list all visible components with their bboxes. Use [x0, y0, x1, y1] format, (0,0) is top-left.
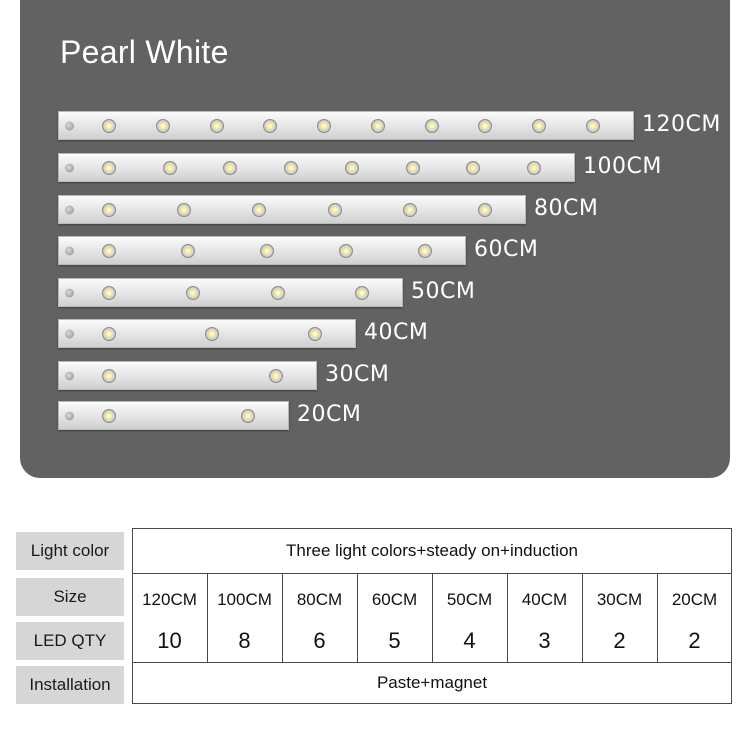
- led-strip: [58, 361, 317, 390]
- spec-value-installation: Paste+magnet: [132, 662, 732, 704]
- led-chip: [355, 286, 369, 300]
- strip-length-label: 80CM: [534, 196, 599, 221]
- spec-led-qty-cell: 2: [613, 628, 626, 653]
- led-chip: [102, 286, 116, 300]
- led-chip: [406, 161, 420, 175]
- spec-led-qty-cell: 8: [238, 628, 251, 653]
- led-chip: [371, 119, 385, 133]
- spec-size-cell: 20CM: [671, 590, 718, 609]
- led-chip: [425, 119, 439, 133]
- spec-value-light-color: Three light colors+steady on+induction: [132, 528, 732, 574]
- strip-length-label: 100CM: [583, 154, 662, 179]
- spec-size-cell: 40CM: [521, 590, 568, 609]
- led-strip: [58, 319, 356, 348]
- led-chip: [263, 119, 277, 133]
- led-chip: [345, 161, 359, 175]
- sensor-dot: [65, 246, 74, 255]
- spec-size-cell: 50CM: [446, 590, 493, 609]
- spec-led-qty-cell: 3: [538, 628, 551, 653]
- led-chip: [181, 244, 195, 258]
- spec-size-cell: 80CM: [296, 590, 343, 609]
- led-chip: [241, 409, 255, 423]
- led-chip: [163, 161, 177, 175]
- spec-size-cell: 100CM: [217, 590, 272, 609]
- sensor-dot: [65, 121, 74, 130]
- led-chip: [102, 203, 116, 217]
- strip-length-label: 30CM: [325, 362, 390, 387]
- led-chip: [586, 119, 600, 133]
- strip-length-label: 60CM: [474, 237, 539, 262]
- spec-led-qty-cell: 4: [463, 628, 476, 653]
- led-chip: [210, 119, 224, 133]
- led-chip: [478, 119, 492, 133]
- spec-led-qty-cell: 10: [157, 628, 182, 653]
- led-strip: [58, 195, 526, 224]
- led-chip: [205, 327, 219, 341]
- led-strip: [58, 111, 634, 140]
- spec-label-installation: Installation: [16, 666, 124, 704]
- led-chip: [271, 286, 285, 300]
- led-chip: [252, 203, 266, 217]
- led-chip: [260, 244, 274, 258]
- led-chip: [102, 119, 116, 133]
- sensor-dot: [65, 205, 74, 214]
- led-chip: [284, 161, 298, 175]
- led-strip: [58, 401, 289, 430]
- led-chip: [102, 244, 116, 258]
- spec-size-cell: 30CM: [596, 590, 643, 609]
- spec-led-qty-cell: 2: [688, 628, 701, 653]
- spec-label-light-color: Light color: [16, 532, 124, 570]
- sensor-dot: [65, 329, 74, 338]
- product-title: Pearl White: [60, 34, 229, 70]
- led-chip: [328, 203, 342, 217]
- led-chip: [466, 161, 480, 175]
- led-chip: [308, 327, 322, 341]
- led-chip: [177, 203, 191, 217]
- strip-length-label: 120CM: [642, 112, 721, 137]
- sensor-dot: [65, 411, 74, 420]
- spec-label-size: Size: [16, 578, 124, 616]
- led-chip: [186, 286, 200, 300]
- strip-length-label: 50CM: [411, 279, 476, 304]
- led-chip: [317, 119, 331, 133]
- led-chip: [156, 119, 170, 133]
- strip-length-label: 20CM: [297, 402, 362, 427]
- led-strip: [58, 236, 466, 265]
- led-chip: [223, 161, 237, 175]
- led-chip: [478, 203, 492, 217]
- spec-size-cell: 120CM: [142, 590, 197, 609]
- sensor-dot: [65, 288, 74, 297]
- led-chip: [527, 161, 541, 175]
- strip-length-label: 40CM: [364, 320, 429, 345]
- led-strip: [58, 153, 575, 182]
- led-chip: [403, 203, 417, 217]
- led-chip: [102, 409, 116, 423]
- spec-size-cell: 60CM: [371, 590, 418, 609]
- led-strip: [58, 278, 403, 307]
- sensor-dot: [65, 371, 74, 380]
- led-chip: [418, 244, 432, 258]
- sensor-dot: [65, 163, 74, 172]
- spec-label-led-qty: LED QTY: [16, 622, 124, 660]
- led-chip: [102, 327, 116, 341]
- spec-led-qty-cell: 6: [313, 628, 326, 653]
- led-chip: [102, 161, 116, 175]
- led-chip: [102, 369, 116, 383]
- led-chip: [532, 119, 546, 133]
- led-chip: [269, 369, 283, 383]
- led-chip: [339, 244, 353, 258]
- spec-led-qty-cell: 5: [388, 628, 401, 653]
